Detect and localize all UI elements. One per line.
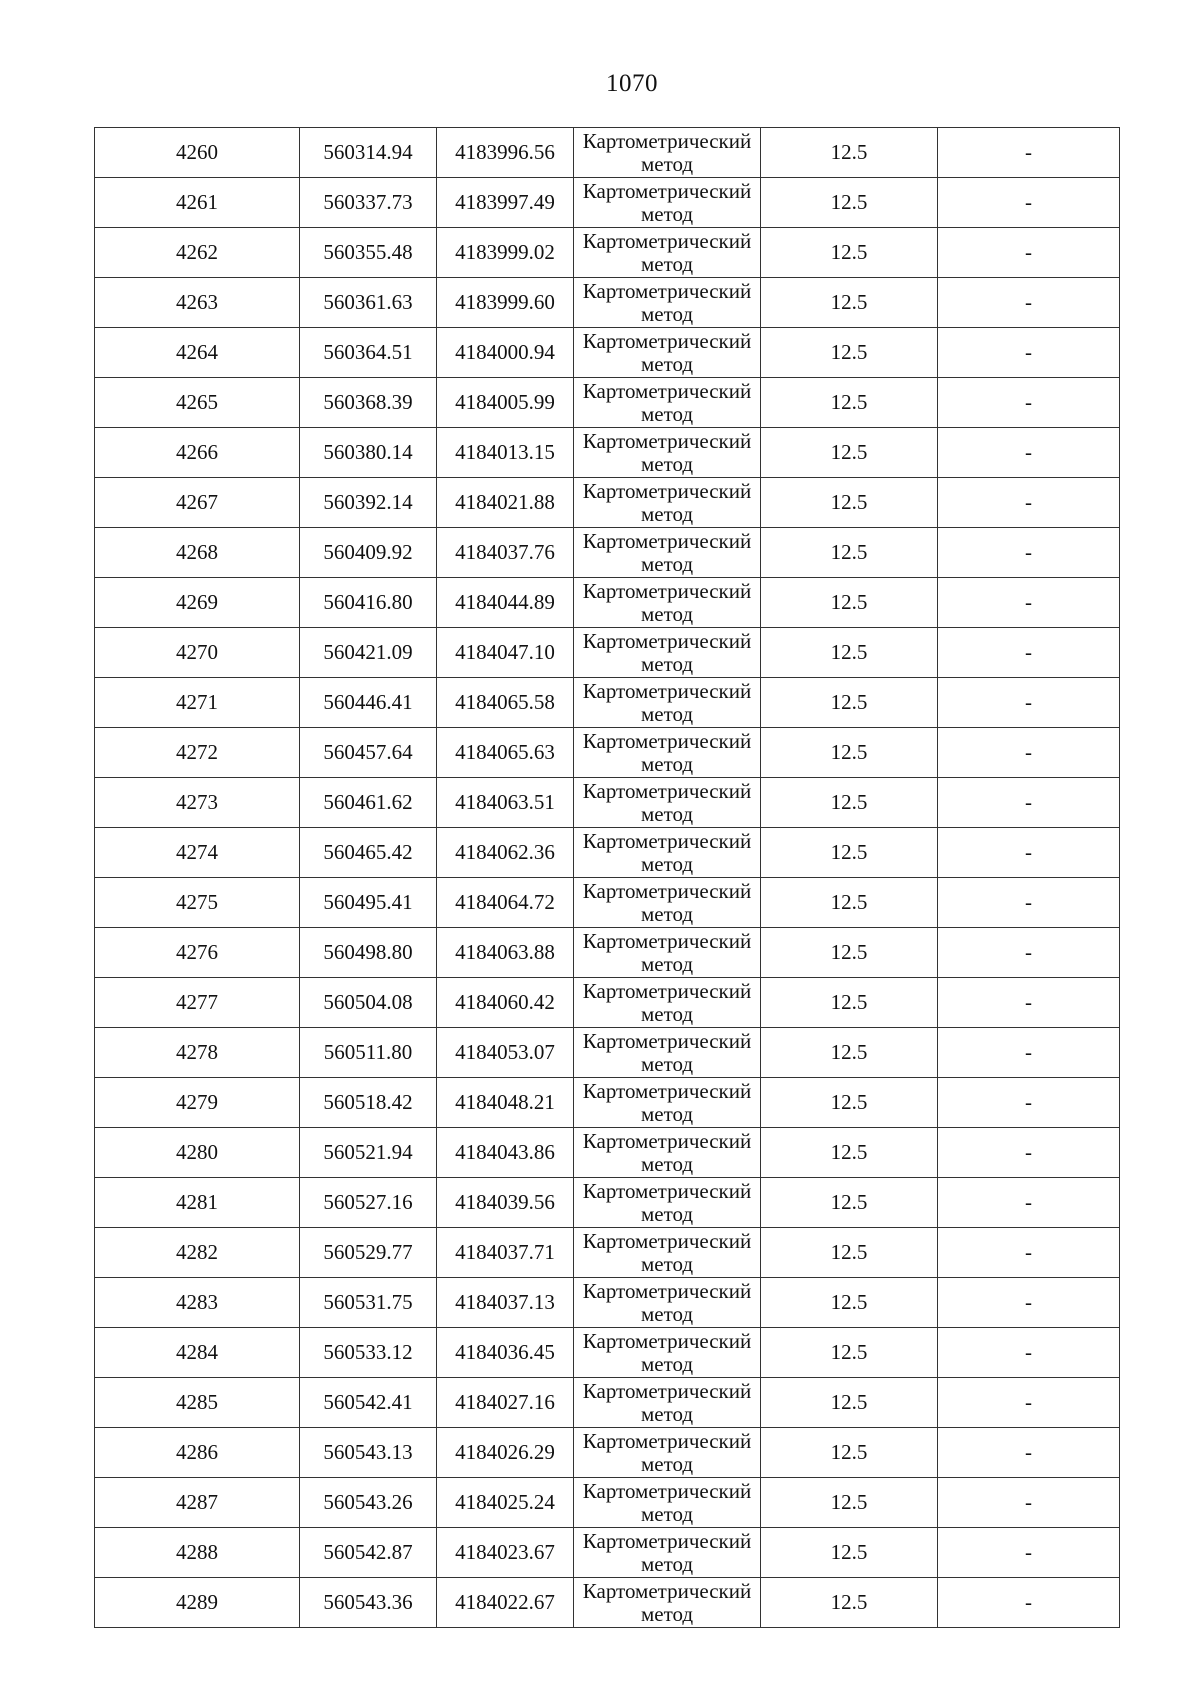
accuracy-cell: 12.5	[761, 378, 938, 428]
x-coordinate-cell: 560461.62	[300, 778, 437, 828]
method-cell: Картометрический метод	[574, 128, 761, 178]
table-row	[95, 728, 1120, 778]
description-cell: -	[938, 728, 1120, 778]
method-cell: Картометрический метод	[574, 628, 761, 678]
accuracy-cell: 12.5	[761, 1378, 938, 1428]
description-cell: -	[938, 1578, 1120, 1628]
accuracy-cell: 12.5	[761, 728, 938, 778]
y-coordinate-cell: 4184064.72	[437, 878, 574, 928]
method-cell: Картометрический метод	[574, 1428, 761, 1478]
table-row	[95, 678, 1120, 728]
x-coordinate-cell: 560364.51	[300, 328, 437, 378]
table-row	[95, 1028, 1120, 1078]
method-cell: Картометрический метод	[574, 378, 761, 428]
description-cell: -	[938, 1278, 1120, 1328]
point-number-cell: 4289	[95, 1578, 300, 1628]
method-cell: Картометрический метод	[574, 678, 761, 728]
point-number-cell: 4266	[95, 428, 300, 478]
x-coordinate-cell: 560542.87	[300, 1528, 437, 1578]
x-coordinate-cell: 560380.14	[300, 428, 437, 478]
description-cell: -	[938, 778, 1120, 828]
x-coordinate-cell: 560465.42	[300, 828, 437, 878]
accuracy-cell: 12.5	[761, 328, 938, 378]
description-cell: -	[938, 928, 1120, 978]
point-number-cell: 4280	[95, 1128, 300, 1178]
point-number-cell: 4288	[95, 1528, 300, 1578]
description-cell: -	[938, 628, 1120, 678]
method-cell: Картометрический метод	[574, 928, 761, 978]
accuracy-cell: 12.5	[761, 628, 938, 678]
y-coordinate-cell: 4184062.36	[437, 828, 574, 878]
accuracy-cell: 12.5	[761, 1228, 938, 1278]
y-coordinate-cell: 4184053.07	[437, 1028, 574, 1078]
x-coordinate-cell: 560457.64	[300, 728, 437, 778]
method-cell: Картометрический метод	[574, 1078, 761, 1128]
x-coordinate-cell: 560416.80	[300, 578, 437, 628]
table-body	[95, 128, 1120, 1628]
description-cell: -	[938, 1078, 1120, 1128]
y-coordinate-cell: 4184063.88	[437, 928, 574, 978]
x-coordinate-cell: 560533.12	[300, 1328, 437, 1378]
accuracy-cell: 12.5	[761, 528, 938, 578]
table-row	[95, 828, 1120, 878]
point-number-cell: 4264	[95, 328, 300, 378]
y-coordinate-cell: 4184037.13	[437, 1278, 574, 1328]
description-cell: -	[938, 328, 1120, 378]
table-row	[95, 378, 1120, 428]
point-number-cell: 4263	[95, 278, 300, 328]
y-coordinate-cell: 4184026.29	[437, 1428, 574, 1478]
y-coordinate-cell: 4184022.67	[437, 1578, 574, 1628]
point-number-cell: 4275	[95, 878, 300, 928]
accuracy-cell: 12.5	[761, 1478, 938, 1528]
y-coordinate-cell: 4184027.16	[437, 1378, 574, 1428]
description-cell: -	[938, 1378, 1120, 1428]
y-coordinate-cell: 4184043.86	[437, 1128, 574, 1178]
accuracy-cell: 12.5	[761, 1278, 938, 1328]
x-coordinate-cell: 560368.39	[300, 378, 437, 428]
x-coordinate-cell: 560542.41	[300, 1378, 437, 1428]
y-coordinate-cell: 4184013.15	[437, 428, 574, 478]
description-cell: -	[938, 228, 1120, 278]
x-coordinate-cell: 560504.08	[300, 978, 437, 1028]
table-row	[95, 178, 1120, 228]
accuracy-cell: 12.5	[761, 428, 938, 478]
x-coordinate-cell: 560543.13	[300, 1428, 437, 1478]
table-row	[95, 1078, 1120, 1128]
method-cell: Картометрический метод	[574, 878, 761, 928]
table-row	[95, 878, 1120, 928]
description-cell: -	[938, 1178, 1120, 1228]
method-cell: Картометрический метод	[574, 478, 761, 528]
x-coordinate-cell: 560355.48	[300, 228, 437, 278]
description-cell: -	[938, 678, 1120, 728]
point-number-cell: 4267	[95, 478, 300, 528]
y-coordinate-cell: 4184063.51	[437, 778, 574, 828]
y-coordinate-cell: 4184023.67	[437, 1528, 574, 1578]
y-coordinate-cell: 4184037.76	[437, 528, 574, 578]
table-row	[95, 1378, 1120, 1428]
method-cell: Картометрический метод	[574, 1178, 761, 1228]
point-number-cell: 4260	[95, 128, 300, 178]
description-cell: -	[938, 1528, 1120, 1578]
x-coordinate-cell: 560529.77	[300, 1228, 437, 1278]
point-number-cell: 4281	[95, 1178, 300, 1228]
x-coordinate-cell: 560518.42	[300, 1078, 437, 1128]
accuracy-cell: 12.5	[761, 1028, 938, 1078]
y-coordinate-cell: 4184039.56	[437, 1178, 574, 1228]
y-coordinate-cell: 4184000.94	[437, 328, 574, 378]
table-row	[95, 1328, 1120, 1378]
method-cell: Картометрический метод	[574, 328, 761, 378]
accuracy-cell: 12.5	[761, 678, 938, 728]
table-row	[95, 928, 1120, 978]
accuracy-cell: 12.5	[761, 1528, 938, 1578]
accuracy-cell: 12.5	[761, 478, 938, 528]
point-number-cell: 4284	[95, 1328, 300, 1378]
accuracy-cell: 12.5	[761, 1578, 938, 1628]
method-cell: Картометрический метод	[574, 228, 761, 278]
accuracy-cell: 12.5	[761, 1428, 938, 1478]
accuracy-cell: 12.5	[761, 578, 938, 628]
point-number-cell: 4265	[95, 378, 300, 428]
x-coordinate-cell: 560392.14	[300, 478, 437, 528]
description-cell: -	[938, 378, 1120, 428]
accuracy-cell: 12.5	[761, 128, 938, 178]
y-coordinate-cell: 4184060.42	[437, 978, 574, 1028]
description-cell: -	[938, 1128, 1120, 1178]
table-row	[95, 1478, 1120, 1528]
accuracy-cell: 12.5	[761, 1328, 938, 1378]
y-coordinate-cell: 4184005.99	[437, 378, 574, 428]
description-cell: -	[938, 878, 1120, 928]
table-row	[95, 1178, 1120, 1228]
x-coordinate-cell: 560521.94	[300, 1128, 437, 1178]
description-cell: -	[938, 828, 1120, 878]
x-coordinate-cell: 560409.92	[300, 528, 437, 578]
table-row	[95, 278, 1120, 328]
point-number-cell: 4269	[95, 578, 300, 628]
accuracy-cell: 12.5	[761, 828, 938, 878]
description-cell: -	[938, 478, 1120, 528]
point-number-cell: 4268	[95, 528, 300, 578]
method-cell: Картометрический метод	[574, 1478, 761, 1528]
y-coordinate-cell: 4183999.60	[437, 278, 574, 328]
table-row	[95, 1578, 1120, 1628]
table-row	[95, 128, 1120, 178]
table-row	[95, 628, 1120, 678]
description-cell: -	[938, 578, 1120, 628]
y-coordinate-cell: 4183996.56	[437, 128, 574, 178]
description-cell: -	[938, 278, 1120, 328]
accuracy-cell: 12.5	[761, 1078, 938, 1128]
accuracy-cell: 12.5	[761, 228, 938, 278]
point-number-cell: 4272	[95, 728, 300, 778]
table-row	[95, 1528, 1120, 1578]
y-coordinate-cell: 4183999.02	[437, 228, 574, 278]
description-cell: -	[938, 128, 1120, 178]
coordinates-table	[94, 127, 1120, 1628]
page-number: 1070	[606, 70, 658, 97]
table-row	[95, 778, 1120, 828]
table-row	[95, 1428, 1120, 1478]
accuracy-cell: 12.5	[761, 878, 938, 928]
accuracy-cell: 12.5	[761, 278, 938, 328]
point-number-cell: 4274	[95, 828, 300, 878]
description-cell: -	[938, 1028, 1120, 1078]
y-coordinate-cell: 4183997.49	[437, 178, 574, 228]
method-cell: Картометрический метод	[574, 1528, 761, 1578]
point-number-cell: 4262	[95, 228, 300, 278]
table-row	[95, 328, 1120, 378]
description-cell: -	[938, 978, 1120, 1028]
description-cell: -	[938, 528, 1120, 578]
method-cell: Картометрический метод	[574, 1278, 761, 1328]
y-coordinate-cell: 4184025.24	[437, 1478, 574, 1528]
accuracy-cell: 12.5	[761, 1128, 938, 1178]
table-row	[95, 578, 1120, 628]
point-number-cell: 4282	[95, 1228, 300, 1278]
point-number-cell: 4277	[95, 978, 300, 1028]
x-coordinate-cell: 560314.94	[300, 128, 437, 178]
point-number-cell: 4270	[95, 628, 300, 678]
table-row	[95, 428, 1120, 478]
x-coordinate-cell: 560337.73	[300, 178, 437, 228]
table-row	[95, 528, 1120, 578]
point-number-cell: 4287	[95, 1478, 300, 1528]
method-cell: Картометрический метод	[574, 1378, 761, 1428]
x-coordinate-cell: 560421.09	[300, 628, 437, 678]
y-coordinate-cell: 4184065.63	[437, 728, 574, 778]
y-coordinate-cell: 4184048.21	[437, 1078, 574, 1128]
x-coordinate-cell: 560527.16	[300, 1178, 437, 1228]
x-coordinate-cell: 560543.26	[300, 1478, 437, 1528]
x-coordinate-cell: 560361.63	[300, 278, 437, 328]
table-row	[95, 1228, 1120, 1278]
method-cell: Картометрический метод	[574, 1128, 761, 1178]
description-cell: -	[938, 178, 1120, 228]
method-cell: Картометрический метод	[574, 1228, 761, 1278]
table-row	[95, 478, 1120, 528]
accuracy-cell: 12.5	[761, 778, 938, 828]
method-cell: Картометрический метод	[574, 428, 761, 478]
x-coordinate-cell: 560495.41	[300, 878, 437, 928]
y-coordinate-cell: 4184037.71	[437, 1228, 574, 1278]
method-cell: Картометрический метод	[574, 1328, 761, 1378]
description-cell: -	[938, 1328, 1120, 1378]
method-cell: Картометрический метод	[574, 578, 761, 628]
method-cell: Картометрический метод	[574, 178, 761, 228]
accuracy-cell: 12.5	[761, 178, 938, 228]
x-coordinate-cell: 560511.80	[300, 1028, 437, 1078]
description-cell: -	[938, 1428, 1120, 1478]
description-cell: -	[938, 428, 1120, 478]
x-coordinate-cell: 560498.80	[300, 928, 437, 978]
x-coordinate-cell: 560543.36	[300, 1578, 437, 1628]
method-cell: Картометрический метод	[574, 1028, 761, 1078]
y-coordinate-cell: 4184021.88	[437, 478, 574, 528]
point-number-cell: 4285	[95, 1378, 300, 1428]
table-row	[95, 1278, 1120, 1328]
method-cell: Картометрический метод	[574, 728, 761, 778]
point-number-cell: 4271	[95, 678, 300, 728]
method-cell: Картометрический метод	[574, 828, 761, 878]
method-cell: Картометрический метод	[574, 778, 761, 828]
method-cell: Картометрический метод	[574, 1578, 761, 1628]
y-coordinate-cell: 4184044.89	[437, 578, 574, 628]
accuracy-cell: 12.5	[761, 1178, 938, 1228]
method-cell: Картометрический метод	[574, 528, 761, 578]
description-cell: -	[938, 1228, 1120, 1278]
point-number-cell: 4283	[95, 1278, 300, 1328]
accuracy-cell: 12.5	[761, 978, 938, 1028]
y-coordinate-cell: 4184065.58	[437, 678, 574, 728]
point-number-cell: 4276	[95, 928, 300, 978]
point-number-cell: 4273	[95, 778, 300, 828]
point-number-cell: 4278	[95, 1028, 300, 1078]
table-row	[95, 978, 1120, 1028]
point-number-cell: 4261	[95, 178, 300, 228]
y-coordinate-cell: 4184036.45	[437, 1328, 574, 1378]
accuracy-cell: 12.5	[761, 928, 938, 978]
table-row	[95, 228, 1120, 278]
y-coordinate-cell: 4184047.10	[437, 628, 574, 678]
method-cell: Картометрический метод	[574, 978, 761, 1028]
table-row	[95, 1128, 1120, 1178]
method-cell: Картометрический метод	[574, 278, 761, 328]
description-cell: -	[938, 1478, 1120, 1528]
x-coordinate-cell: 560531.75	[300, 1278, 437, 1328]
point-number-cell: 4279	[95, 1078, 300, 1128]
point-number-cell: 4286	[95, 1428, 300, 1478]
x-coordinate-cell: 560446.41	[300, 678, 437, 728]
